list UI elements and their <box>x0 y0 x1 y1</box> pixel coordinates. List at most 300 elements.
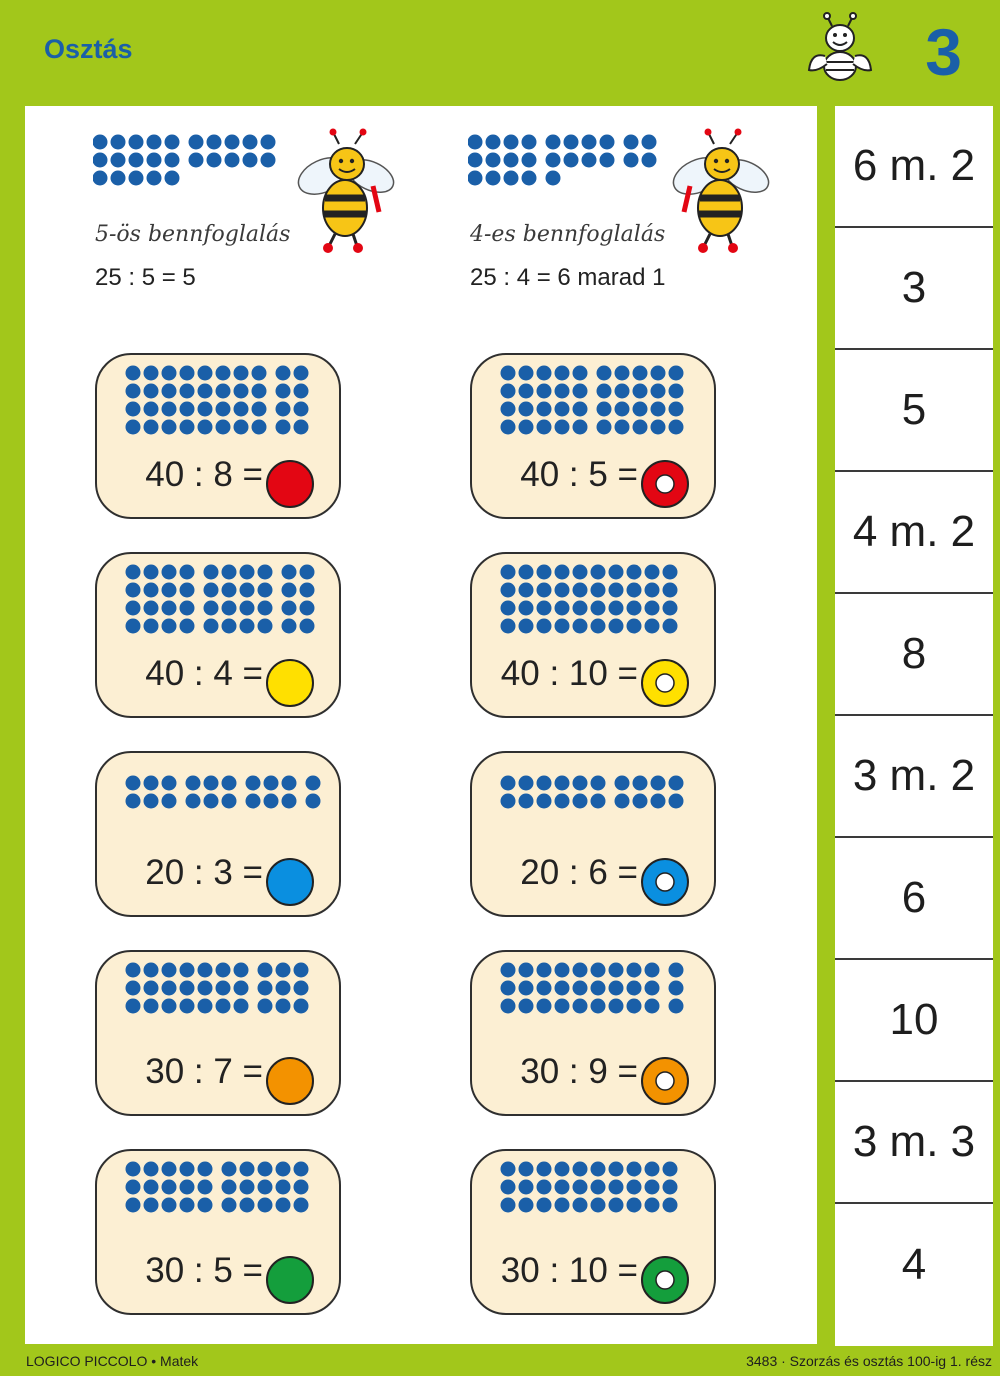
dot <box>126 963 141 978</box>
marker-disc <box>267 461 313 507</box>
dot <box>501 619 516 634</box>
dot <box>252 366 267 381</box>
dot <box>537 619 552 634</box>
example-equation: 25 : 4 = 6 marad 1 <box>470 264 666 291</box>
marker-disc <box>267 1058 313 1104</box>
division-card-30-10 <box>470 1149 716 1315</box>
dot <box>651 366 666 381</box>
answer-cell[interactable]: 3 m. 3 <box>835 1082 993 1204</box>
dot <box>165 171 180 186</box>
card-equation: 40 : 10 = <box>500 654 638 693</box>
dot <box>300 583 315 598</box>
dot <box>162 1180 177 1195</box>
dot <box>222 583 237 598</box>
dot <box>162 366 177 381</box>
dot <box>276 402 291 417</box>
dot <box>216 366 231 381</box>
color-marker-ring[interactable] <box>640 459 692 511</box>
dot <box>615 384 630 399</box>
answer-cell[interactable]: 6 m. 2 <box>835 106 993 228</box>
dot <box>234 384 249 399</box>
color-marker-ring[interactable] <box>640 1255 692 1307</box>
dot <box>519 366 534 381</box>
dot <box>216 402 231 417</box>
answer-cell[interactable]: 3 m. 2 <box>835 716 993 838</box>
dot <box>240 619 255 634</box>
dot <box>627 601 642 616</box>
dot <box>537 565 552 580</box>
dot <box>663 583 678 598</box>
dot <box>537 963 552 978</box>
dot <box>573 1180 588 1195</box>
dot <box>204 601 219 616</box>
dot <box>627 1162 642 1177</box>
dot <box>204 565 219 580</box>
dot <box>537 776 552 791</box>
answer-cell[interactable]: 4 m. 2 <box>835 472 993 594</box>
dot-array <box>97 554 343 654</box>
dot <box>537 1180 552 1195</box>
dot-array <box>97 952 343 1052</box>
dot <box>642 135 657 150</box>
dot <box>198 963 213 978</box>
dot <box>600 135 615 150</box>
dot <box>162 384 177 399</box>
dot <box>252 402 267 417</box>
marker-disc <box>267 1257 313 1303</box>
dot <box>609 583 624 598</box>
dot <box>180 384 195 399</box>
dot-array <box>472 554 718 654</box>
dot <box>264 794 279 809</box>
dot <box>555 1180 570 1195</box>
dot <box>519 1162 534 1177</box>
dot <box>162 619 177 634</box>
dot <box>573 1198 588 1213</box>
dot <box>180 583 195 598</box>
dot <box>240 583 255 598</box>
dot-array <box>97 753 343 853</box>
dot <box>573 601 588 616</box>
dot <box>276 1180 291 1195</box>
dot <box>504 153 519 168</box>
dot <box>537 402 552 417</box>
dot <box>258 999 273 1014</box>
dot <box>162 1198 177 1213</box>
dot <box>198 384 213 399</box>
dot <box>615 776 630 791</box>
dot <box>204 583 219 598</box>
dot <box>93 153 108 168</box>
dot <box>126 402 141 417</box>
dot <box>645 963 660 978</box>
exercise-panel <box>25 106 817 1344</box>
dot <box>180 963 195 978</box>
dot <box>144 402 159 417</box>
dot <box>180 1162 195 1177</box>
dot <box>216 981 231 996</box>
dot <box>144 963 159 978</box>
dot <box>144 776 159 791</box>
dot <box>189 153 204 168</box>
dot <box>537 1198 552 1213</box>
dot <box>609 981 624 996</box>
dot <box>633 420 648 435</box>
dot <box>609 999 624 1014</box>
dot <box>633 366 648 381</box>
dot <box>180 565 195 580</box>
dot <box>486 153 501 168</box>
dot <box>198 999 213 1014</box>
division-card-40-4 <box>95 552 341 718</box>
dot <box>180 1180 195 1195</box>
dot <box>162 1162 177 1177</box>
dot <box>501 1198 516 1213</box>
dot <box>615 366 630 381</box>
dot <box>573 619 588 634</box>
dot <box>573 565 588 580</box>
division-card-30-5 <box>95 1149 341 1315</box>
dot <box>162 420 177 435</box>
dot <box>609 1162 624 1177</box>
dot <box>126 601 141 616</box>
card-equation: 20 : 3 = <box>145 853 263 892</box>
dot <box>294 384 309 399</box>
answer-cell[interactable]: 3 <box>835 228 993 350</box>
card-equation: 30 : 10 = <box>500 1251 638 1290</box>
dot <box>633 794 648 809</box>
dot <box>633 384 648 399</box>
dot <box>189 135 204 150</box>
example-equation: 25 : 5 = 5 <box>95 264 196 291</box>
dot <box>663 565 678 580</box>
dot <box>162 583 177 598</box>
answer-cell[interactable]: 6 <box>835 838 993 960</box>
dot <box>258 1180 273 1195</box>
dot <box>501 999 516 1014</box>
dot <box>162 981 177 996</box>
dot <box>555 963 570 978</box>
dot <box>282 794 297 809</box>
dot <box>519 776 534 791</box>
dot <box>126 794 141 809</box>
dot <box>663 601 678 616</box>
dot <box>147 135 162 150</box>
dot <box>519 619 534 634</box>
card-equation: 40 : 4 = <box>145 654 263 693</box>
answer-cell[interactable]: 5 <box>835 350 993 472</box>
dot <box>555 601 570 616</box>
division-card-40-5 <box>470 353 716 519</box>
dot <box>180 402 195 417</box>
dot <box>591 963 606 978</box>
dot <box>258 1162 273 1177</box>
dot <box>555 366 570 381</box>
dot <box>501 402 516 417</box>
dot-array <box>472 355 718 455</box>
dot <box>519 384 534 399</box>
dot <box>573 999 588 1014</box>
division-card-30-9 <box>470 950 716 1116</box>
color-marker-filled[interactable] <box>265 658 317 710</box>
dot <box>555 794 570 809</box>
dot <box>126 619 141 634</box>
dot <box>294 963 309 978</box>
dot <box>180 366 195 381</box>
dot <box>591 1162 606 1177</box>
dot <box>147 153 162 168</box>
dot <box>216 384 231 399</box>
dot <box>555 619 570 634</box>
answer-cell[interactable]: 10 <box>835 960 993 1082</box>
dot <box>573 794 588 809</box>
dot <box>258 583 273 598</box>
dot <box>669 384 684 399</box>
dot <box>144 601 159 616</box>
dot <box>645 1162 660 1177</box>
dot <box>645 999 660 1014</box>
dot <box>537 794 552 809</box>
dot <box>222 1198 237 1213</box>
dot <box>546 135 561 150</box>
dot <box>642 153 657 168</box>
dot <box>669 981 684 996</box>
dot <box>615 794 630 809</box>
dot <box>591 1180 606 1195</box>
dot <box>669 366 684 381</box>
dot-array <box>472 1151 718 1251</box>
division-card-20-3 <box>95 751 341 917</box>
dot <box>258 981 273 996</box>
dot <box>501 776 516 791</box>
dot <box>573 420 588 435</box>
dot-array <box>472 753 718 853</box>
dot <box>645 565 660 580</box>
color-marker-ring[interactable] <box>640 658 692 710</box>
dot <box>537 981 552 996</box>
dot <box>294 402 309 417</box>
dot <box>207 135 222 150</box>
dot <box>597 402 612 417</box>
dot-array <box>97 1151 343 1251</box>
dot <box>591 776 606 791</box>
marker-hole <box>656 475 674 493</box>
dot <box>243 135 258 150</box>
answer-cell[interactable]: 8 <box>835 594 993 716</box>
dot <box>555 776 570 791</box>
dot <box>519 420 534 435</box>
footer-brand: LOGICO PICCOLO • Matek <box>26 1353 199 1369</box>
color-marker-filled[interactable] <box>265 459 317 511</box>
dot <box>276 1198 291 1213</box>
dot <box>645 583 660 598</box>
dot <box>573 402 588 417</box>
dot <box>633 776 648 791</box>
dot <box>129 171 144 186</box>
dot <box>93 135 108 150</box>
dot <box>258 619 273 634</box>
dot <box>300 565 315 580</box>
dot <box>258 601 273 616</box>
dot <box>93 171 108 186</box>
dot <box>198 981 213 996</box>
dot <box>537 420 552 435</box>
dot <box>591 794 606 809</box>
dot <box>282 776 297 791</box>
dot <box>240 1180 255 1195</box>
dot <box>573 1162 588 1177</box>
card-equation: 30 : 9 = <box>520 1052 638 1091</box>
dot <box>294 1198 309 1213</box>
dot <box>627 981 642 996</box>
dot <box>573 583 588 598</box>
marker-hole <box>656 1072 674 1090</box>
dot <box>663 1198 678 1213</box>
dot <box>162 601 177 616</box>
division-card-40-10 <box>470 552 716 718</box>
dot <box>282 619 297 634</box>
dot <box>126 366 141 381</box>
dot <box>555 565 570 580</box>
dot <box>129 135 144 150</box>
dot <box>627 963 642 978</box>
dot <box>306 794 321 809</box>
dot <box>126 1162 141 1177</box>
dot <box>591 619 606 634</box>
dot <box>624 135 639 150</box>
dot <box>216 963 231 978</box>
dot <box>645 1180 660 1195</box>
dot <box>537 1162 552 1177</box>
dot <box>597 420 612 435</box>
dot <box>537 583 552 598</box>
dot <box>504 171 519 186</box>
color-marker-filled[interactable] <box>265 1255 317 1307</box>
dot <box>240 565 255 580</box>
dot <box>609 619 624 634</box>
dot <box>276 384 291 399</box>
dot <box>555 384 570 399</box>
dot <box>162 999 177 1014</box>
dot <box>126 776 141 791</box>
dot <box>591 1198 606 1213</box>
dot <box>282 565 297 580</box>
dot <box>519 1198 534 1213</box>
color-marker-filled[interactable] <box>265 857 317 909</box>
dot <box>216 420 231 435</box>
dot <box>609 565 624 580</box>
dot <box>564 153 579 168</box>
dot <box>591 565 606 580</box>
bee-with-pencil-icon <box>664 128 774 258</box>
dot <box>246 776 261 791</box>
dot <box>276 981 291 996</box>
card-equation: 20 : 6 = <box>520 853 638 892</box>
dot <box>645 1198 660 1213</box>
dot <box>144 794 159 809</box>
dot <box>609 1180 624 1195</box>
dot <box>147 171 162 186</box>
dot <box>546 153 561 168</box>
dot <box>126 981 141 996</box>
dot <box>522 153 537 168</box>
dot <box>294 1162 309 1177</box>
answer-cell[interactable]: 4 <box>901 1240 927 1289</box>
dot <box>468 153 483 168</box>
dot <box>111 153 126 168</box>
dot <box>582 153 597 168</box>
dot <box>501 384 516 399</box>
color-marker-ring[interactable] <box>640 1056 692 1108</box>
dot <box>204 776 219 791</box>
dot <box>240 1162 255 1177</box>
dot <box>234 420 249 435</box>
dot <box>162 776 177 791</box>
dot <box>165 153 180 168</box>
dot <box>627 619 642 634</box>
dot <box>204 794 219 809</box>
dot <box>234 366 249 381</box>
marker-disc <box>267 660 313 706</box>
dot-array <box>472 952 718 1052</box>
dot <box>645 981 660 996</box>
dot <box>162 963 177 978</box>
dot <box>126 1198 141 1213</box>
dot <box>615 402 630 417</box>
dot <box>573 981 588 996</box>
dot <box>546 171 561 186</box>
dot <box>198 1162 213 1177</box>
dot <box>222 776 237 791</box>
dot <box>225 135 240 150</box>
dot <box>537 384 552 399</box>
footer-series: 3483 · Szorzás és osztás 100-ig 1. rész <box>746 1353 992 1369</box>
marker-hole <box>656 873 674 891</box>
dot <box>555 999 570 1014</box>
dot <box>519 999 534 1014</box>
color-marker-ring[interactable] <box>640 857 692 909</box>
dot <box>651 402 666 417</box>
color-marker-filled[interactable] <box>265 1056 317 1108</box>
dot <box>627 565 642 580</box>
dot <box>144 981 159 996</box>
dot <box>216 999 231 1014</box>
dot <box>669 794 684 809</box>
dot <box>468 135 483 150</box>
dot <box>240 1198 255 1213</box>
dot <box>144 1198 159 1213</box>
dot <box>207 153 222 168</box>
dot <box>144 420 159 435</box>
dot <box>111 171 126 186</box>
dot <box>294 999 309 1014</box>
dot <box>519 981 534 996</box>
dot <box>198 1180 213 1195</box>
dot <box>180 1198 195 1213</box>
dot <box>144 565 159 580</box>
dot <box>627 583 642 598</box>
dot <box>261 153 276 168</box>
dot <box>276 366 291 381</box>
dot <box>129 153 144 168</box>
example-5-grouping <box>93 134 413 304</box>
dot <box>300 601 315 616</box>
dot <box>555 981 570 996</box>
dot <box>144 999 159 1014</box>
dot <box>258 1198 273 1213</box>
example-dots <box>468 134 668 194</box>
dot <box>234 999 249 1014</box>
